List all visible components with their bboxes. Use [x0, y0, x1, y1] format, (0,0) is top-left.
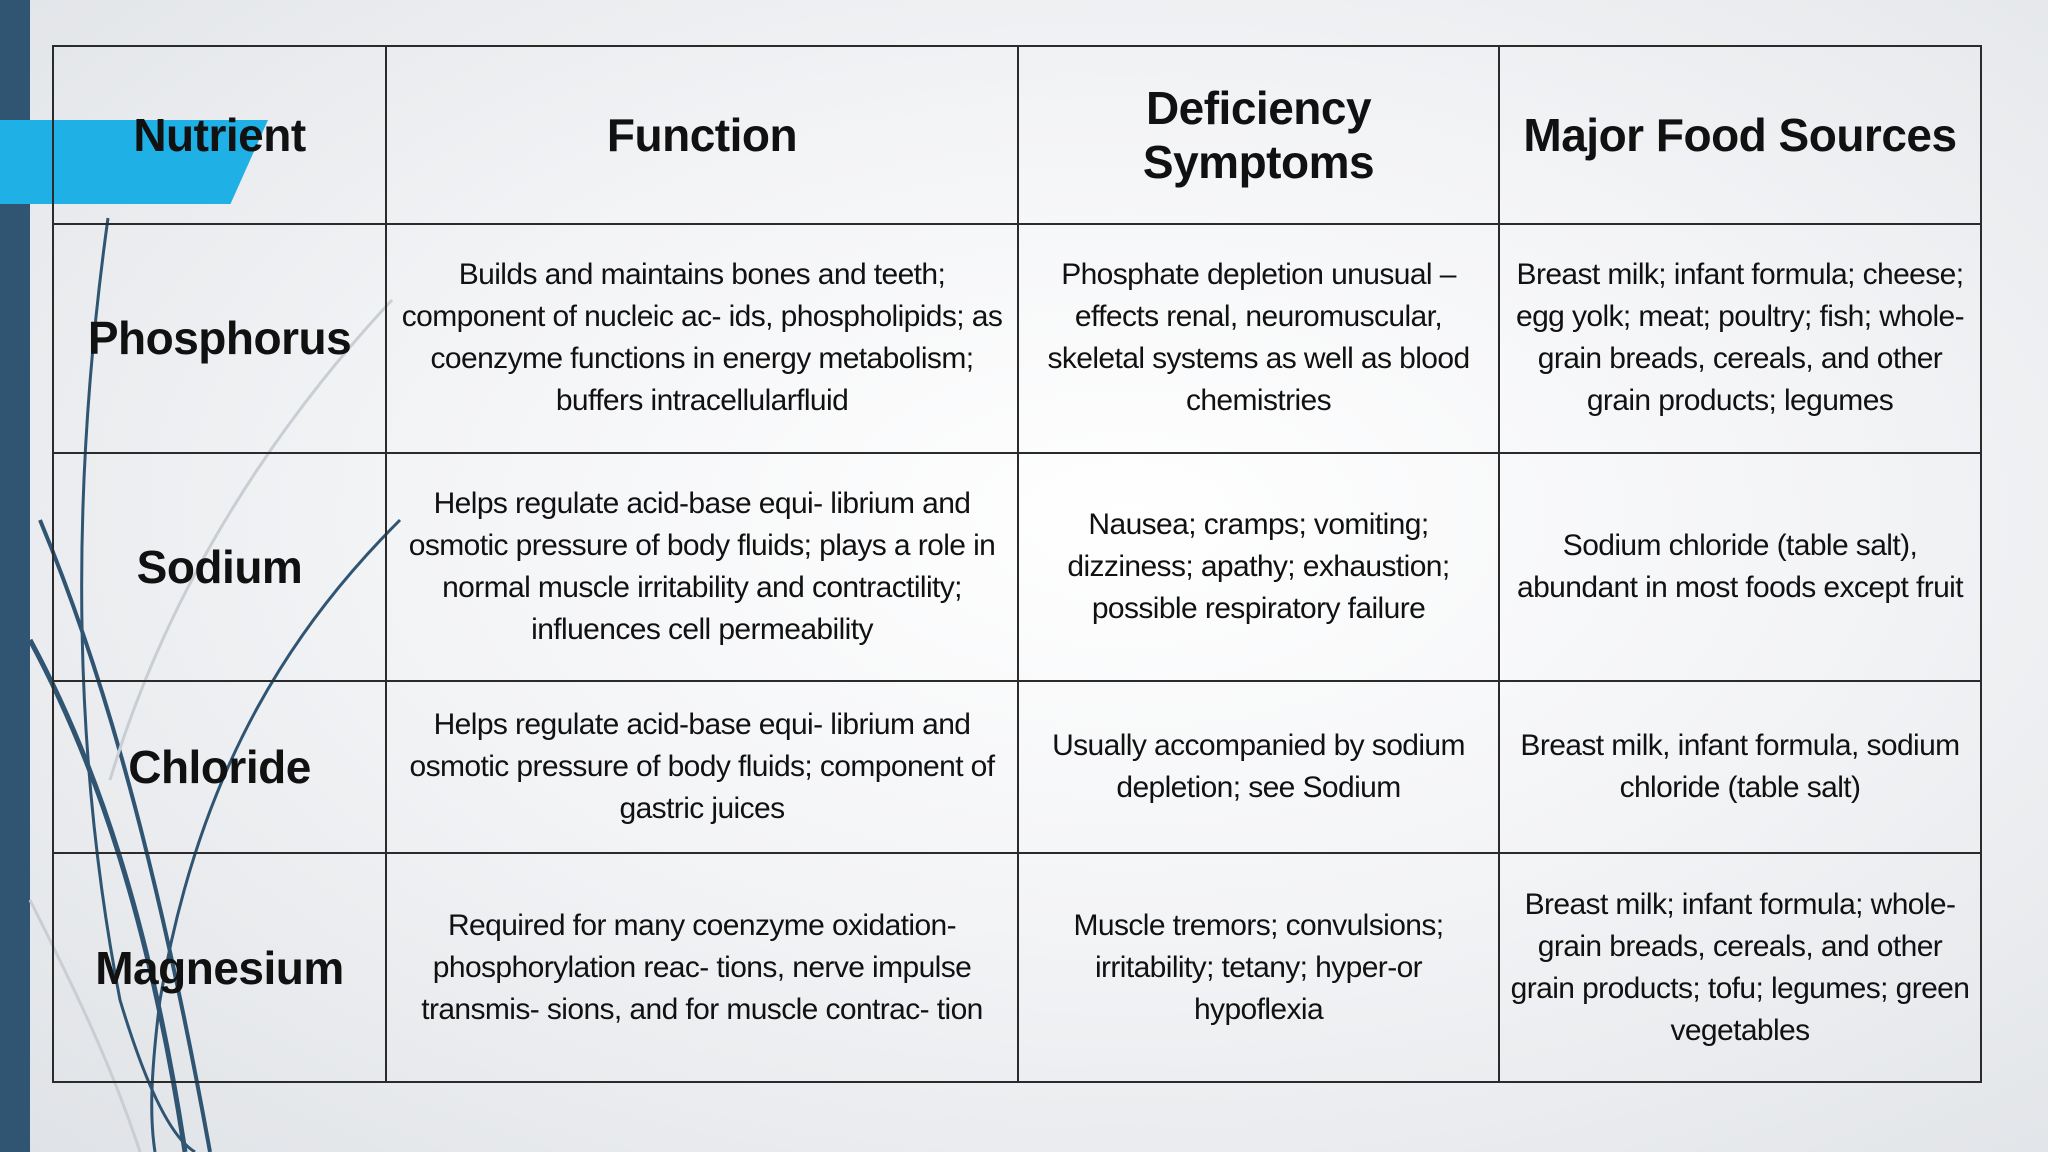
nutrient-cell: Phosphorus	[53, 224, 386, 453]
nutrient-table	[52, 45, 1982, 1083]
nutrient-cell: Chloride	[53, 681, 386, 853]
deficiency-cell: Nausea; cramps; vomiting; dizziness; apathy; exhaustion; possible respiratory failure	[1018, 453, 1499, 682]
table-row	[53, 453, 1981, 682]
header-function: Function	[386, 46, 1018, 224]
nutrient-cell: Magnesium	[53, 853, 386, 1082]
function-cell: Helps regulate acid-base equi- librium and osmotic pressure of body fluids; component of gastric juices	[386, 681, 1018, 853]
table-header-row	[53, 46, 1981, 224]
sources-cell: Breast milk; infant formula; whole-grain breads, cereals, and other grain products; tofu; legumes; green vegetables	[1499, 853, 1981, 1082]
sources-cell: Breast milk, infant formula, sodium chloride (table salt)	[1499, 681, 1981, 853]
function-cell: Required for many coenzyme oxidation-phosphorylation reac- tions, nerve impulse transmis- sions, and for muscle contrac- tion	[386, 853, 1018, 1082]
function-cell: Builds and maintains bones and teeth; component of nucleic ac- ids, phospholipids; as coenzyme functions in energy metabolism; buffers intracellularfluid	[386, 224, 1018, 453]
header-major-food-sources: Major Food Sources	[1499, 46, 1981, 224]
deficiency-cell: Phosphate depletion unusual – effects renal, neuromuscular, skeletal systems as well as blood chemistries	[1018, 224, 1499, 453]
sources-cell: Breast milk; infant formula; cheese; egg yolk; meat; poultry; fish; whole-grain breads, cereals, and other grain products; legumes	[1499, 224, 1981, 453]
deficiency-cell: Usually accompanied by sodium depletion; see Sodium	[1018, 681, 1499, 853]
table-row	[53, 681, 1981, 853]
header-nutrient: Nutrient	[53, 46, 386, 224]
table-row	[53, 224, 1981, 453]
function-cell: Helps regulate acid-base equi- librium and osmotic pressure of body fluids; plays a role in normal muscle irritability and contractility; influences cell permeability	[386, 453, 1018, 682]
sources-cell: Sodium chloride (table salt), abundant in most foods except fruit	[1499, 453, 1981, 682]
header-deficiency-symptoms: Deficiency Symptoms	[1018, 46, 1499, 224]
deficiency-cell: Muscle tremors; convulsions; irritability; tetany; hyper-or hypoflexia	[1018, 853, 1499, 1082]
nutrient-cell: Sodium	[53, 453, 386, 682]
table-row	[53, 853, 1981, 1082]
